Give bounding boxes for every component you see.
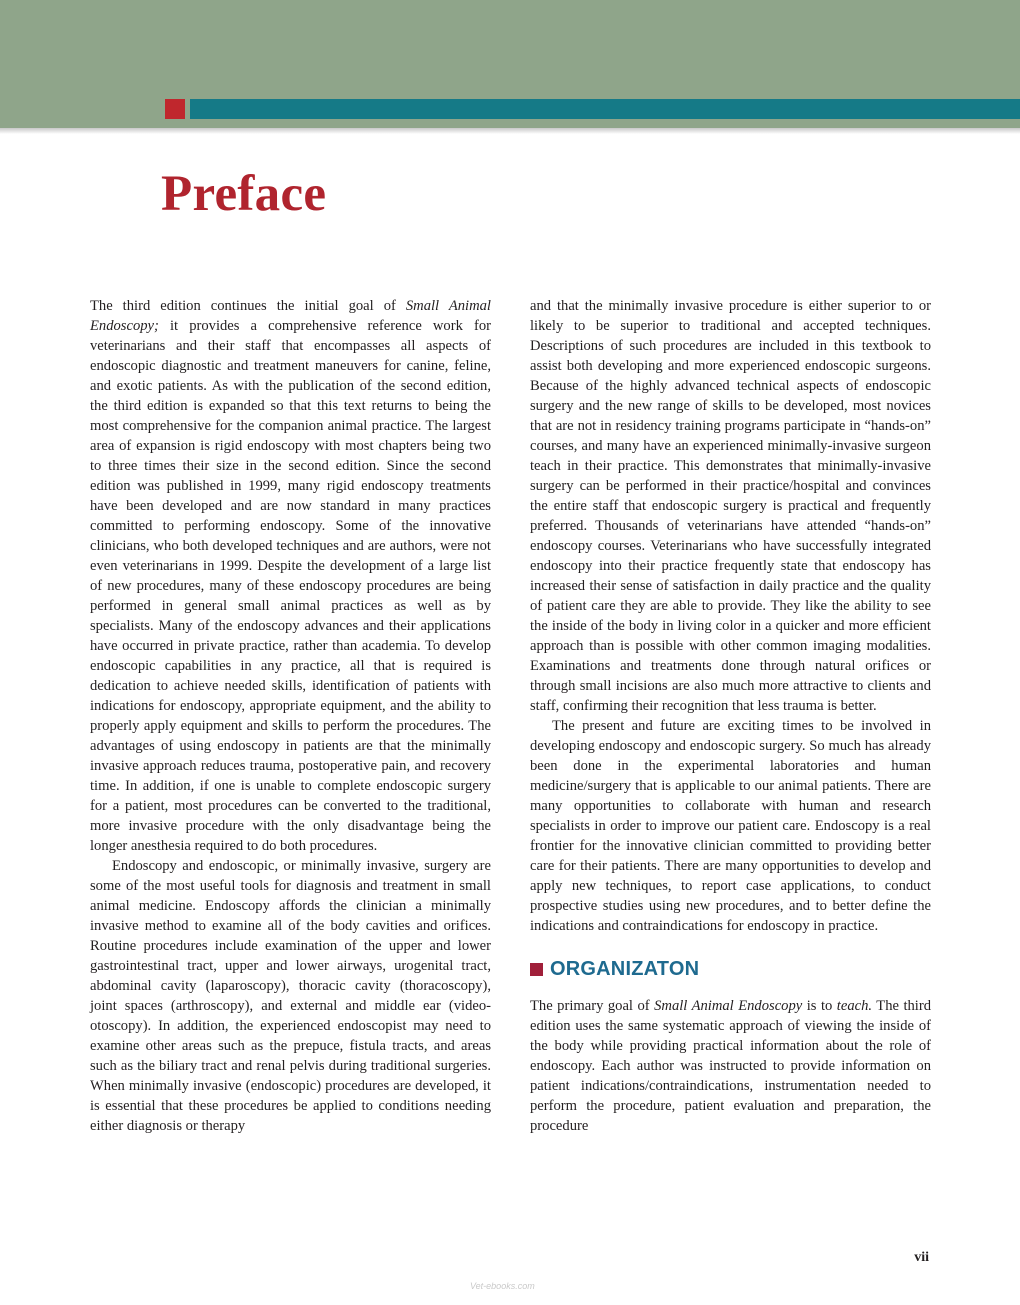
header-accent-square — [165, 99, 185, 119]
book-title: Small Animal Endoscopy; — [90, 298, 491, 334]
paragraph — [530, 996, 931, 1136]
left-column — [90, 296, 491, 1136]
right-column — [530, 296, 931, 1136]
paragraph: The present and future are exciting times to be involved in developing endoscopy and endoscopic surgery. So much has already been done in the experimental laboratories and human medicine/surgery that is applicable to our animal patients. There are many opportunities to collaborate with human and research specialists in order to improve our patient care. Endoscopy is a real frontier for the innovative clinician committed to providing better care for their patients. There are many opportunities to develop and apply new techniques, to report case applications, to conduct prospective studies using new procedures, and to better define the indications and contraindications for endoscopy in practice. — [530, 718, 931, 934]
header-shadow — [0, 128, 1020, 134]
paragraph: Endoscopy and endoscopic, or minimally invasive, surgery are some of the most useful tools for diagnosis and treatment in small animal medicine. Endoscopy affords the clinician a minimally invasive method to examine all of the body cavities and orifices. Routine procedures include examination of the upper and lower gastrointestinal tract, upper and lower airways, urogenital tract, abdominal cavity (laparoscopy), thoracic cavity (thoracoscopy), joint spaces (arthroscopy), and external and middle ear (video-otoscopy). In addition, the experienced endoscopist may need to examine other areas such as the prepuce, fistula tracts, and areas such as the biliary tract and renal pelvis during traditional surgeries. When minimally invasive (endoscopic) procedures are developed, it is essential that these procedures be applied to conditions needing either diagnosis or therapy — [90, 858, 491, 1134]
page-title: Preface — [161, 166, 327, 222]
text-run: is to — [802, 998, 837, 1014]
section-heading — [530, 957, 931, 981]
text-run: The primary goal of — [530, 998, 655, 1014]
paragraph — [90, 296, 491, 856]
paragraph: and that the minimally invasive procedure is either superior to or likely to be superior to traditional and accepted techniques. Descriptions of such procedures are included in this textbook to assist both developing and more experienced endoscopic surgeons. Because of the highly advanced technical aspects of endoscopic surgery and the new range of skills to be developed, most novices that are not in residency training programs participate in “hands-on” courses, and many have an experienced minimally-invasive surgeon teach in their practice. This demonstrates that minimally-invasive surgery can be performed in their practice/hospital and convinces the entire staff that endoscopic surgery is practical and frequently preferred. Thousands of veterinarians have attended “hands-on” endoscopy courses. Veterinarians who have successfully integrated endoscopy into their practice frequently state that endoscopy has increased their sense of satisfaction in daily practice and the quality of patient care they are able to provide. They like the ability to see the inside of the body in living color in a quicker and more efficient approach than is possible with other common imaging modalities. Examinations and treatments done through natural orifices or through small incisions are also much more attractive to clients and staff, confirming their recognition that less trauma is better. — [530, 298, 931, 714]
header-accent-bar — [190, 99, 1020, 119]
text-run: The third edition uses the same systematic approach of viewing the inside of the body while providing practical information about the role of endoscopy. Each author was instructed to provide information on patient indications/contraindications, instrumentation needed to perform the procedure, patient evaluation and preparation, the procedure — [530, 998, 932, 1134]
section-bullet-icon — [530, 963, 543, 976]
emphasis: teach. — [836, 998, 873, 1014]
section-heading-text: ORGANIZATON — [550, 958, 700, 980]
text-run: The third edition continues the initial goal of — [90, 298, 406, 314]
book-title: Small Animal Endoscopy — [654, 998, 803, 1014]
watermark: Vet-ebooks.com — [470, 1281, 535, 1291]
page-number: vii — [914, 1250, 929, 1265]
text-run: it provides a comprehensive reference work for veterinarians and their staff that encompasses all aspects of endoscopic diagnostic and treatment maneuvers for canine, feline, and exotic patients. As with the publication of the second edition, the third edition is expanded so that this text returns to being the most comprehensive for the companion animal practice. The largest area of expansion is rigid endoscopy with most chapters being two to three times their size in the second edition. Since the second edition was published in 1999, many rigid endoscopy treatments have been developed and are now standard in many practices committed to performing endoscopy. Some of the innovative clinicians, who both developed techniques and are authors, were not even veterinarians in 1999. Despite the development of a large list of new procedures, many of these endoscopy procedures are being performed in general small animal practices as well as by specialists. Many of the endoscopy advances and their applications have occurred in private practice, rather than academia. To develop endoscopic capabilities in any practice, all that is required is dedication to achieve needed skills, identification of patients with indications for endoscopy, appropriate equipment, and the ability to properly apply equipment and skills to perform the procedures. The advantages of using endoscopy in patients are that the minimally invasive approach reduces trauma, postoperative pain, and recovery time. In addition, if one is unable to complete endoscopic surgery for a patient, most procedures can be converted to the traditional, more invasive procedure with the only disadvantage being the longer anesthesia required to do both procedures. — [90, 318, 491, 854]
